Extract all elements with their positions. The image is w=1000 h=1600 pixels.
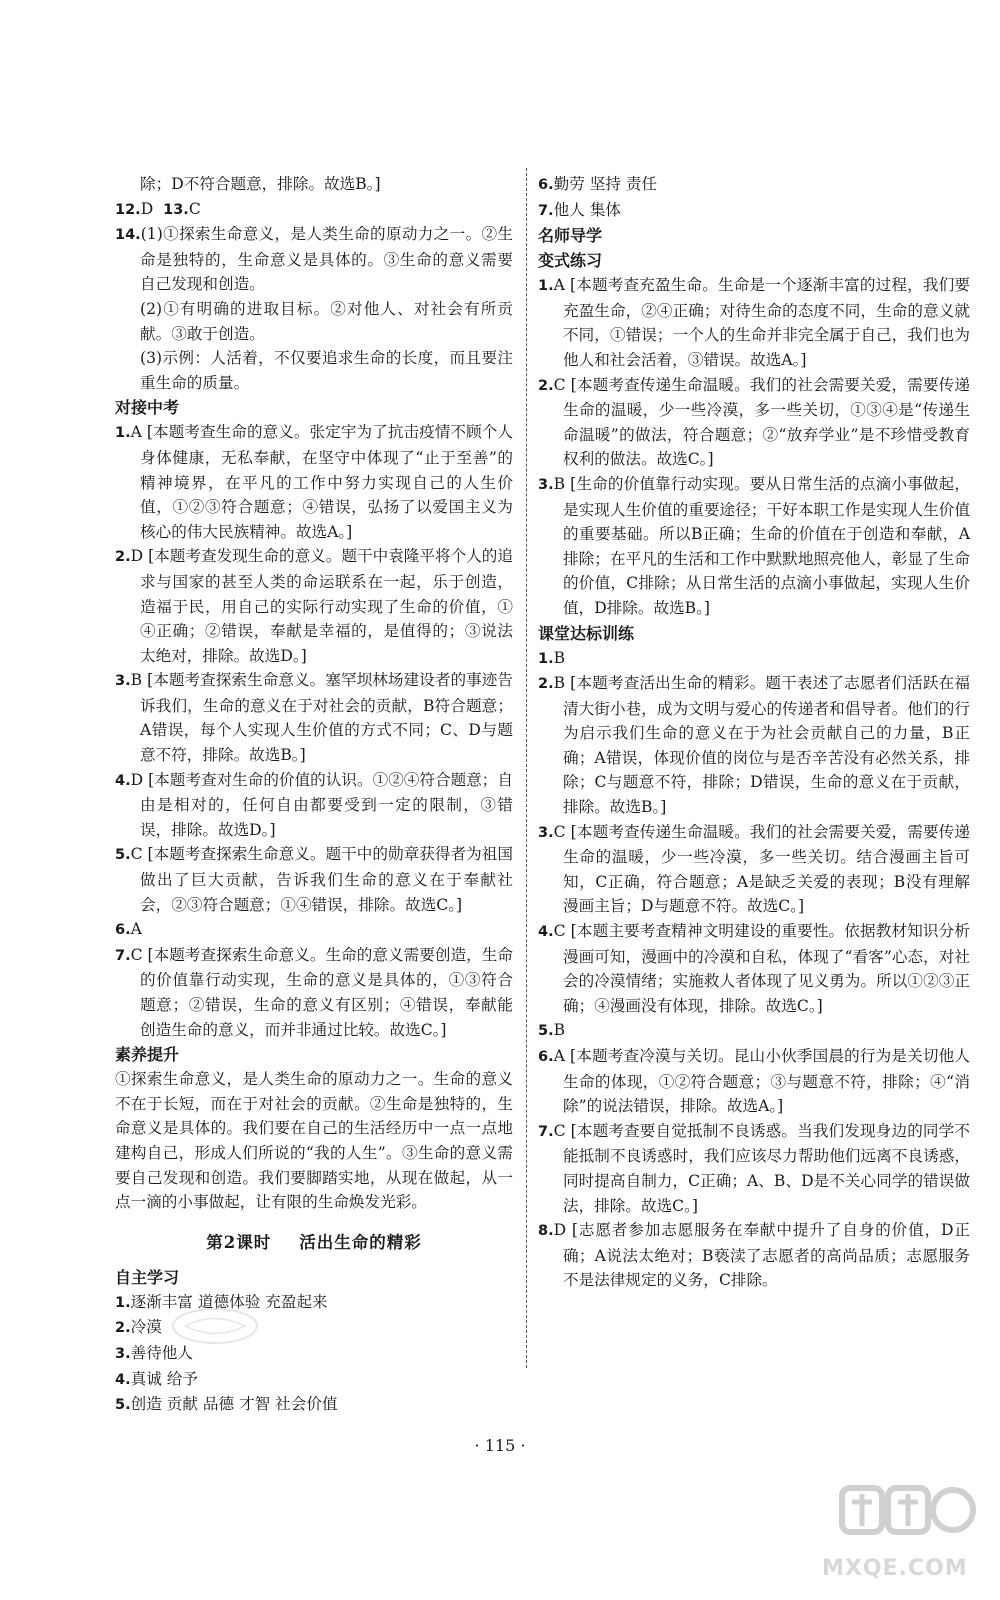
answer-text: D <box>140 199 154 218</box>
q-number: 12. <box>115 201 141 218</box>
answer-item <box>115 917 513 943</box>
answer-item <box>115 544 513 668</box>
q-number: 1. <box>538 650 554 667</box>
watermark-text: MXQE.COM <box>822 1556 968 1581</box>
answer-text: 真诚 给予 <box>130 1369 198 1388</box>
answer-item <box>115 1367 513 1393</box>
answer-text: A [本题考查生命的意义。张定宇为了抗击疫情不顾个人身体健康，无私奉献，在坚守中体现了“止于至善”的精神境界，在平凡的工作中努力实现自己的人生价值，①②③符合题意；④错误，弘扬了以爱国主义为核心的伟大民族精神。故选A。] <box>130 423 513 541</box>
q-number: 2. <box>538 676 554 693</box>
q-number: 1. <box>538 278 554 295</box>
answer-item <box>115 668 513 767</box>
section-heading-mingshi: 名师导学 <box>538 226 603 246</box>
answer-text: B [生命的价值靠行动实现。要从日常生活的点滴小事做起，是实现人生价值的重要途径；干好本职工作是实现人生价值的重要基础。所以B正确；生命的价值在于创造和奉献，A排除；在平凡的生活和工作中默默地照亮他人，彰显了生命的价值，C排除；从日常生活的点滴小事做起，实现人生价值，D排除。故选B。] <box>553 474 970 617</box>
answer-14-part1 <box>115 222 513 297</box>
answer-text: B [本题考查活出生命的精彩。题干表述了志愿者们活跃在福清大街小巷，成为文明与爱心的传递者和倡导者。他们的行为启示我们生命的意义在于为社会贡献自己的力量，B正确；A错误，体现价值的岗位与是否辛苦没有必然关系，排除；C与题意不符，排除；D错误，生命的意义在于贡献，排除。故选B。] <box>553 674 970 817</box>
answer-text: 勤劳 坚持 责任 <box>553 175 658 193</box>
q-number: 4. <box>115 772 131 789</box>
suyang-paragraph: ①探索生命意义，是人类生命的原动力之一。生命的意义不在于长短，而在于对社会的贡献。②生命是独特的，生命意义是具体的。我们要在自己的生活经历中一点一点地建构自己，形成人们所说的“我的人生”。③生命的意义需要自己发现和创造。我们要脚踏实地，从现在做起，从一点一滴的小事做起，让有限的生命焕发光彩。 <box>115 1070 513 1212</box>
answer-item <box>538 820 970 919</box>
answer-text: A [本题考查充盈生命。生命是一个逐渐丰富的过程，我们要充盈生命，②④正确；对待生命的态度不同，生命的意义就不同，①错误；一个人的生命并非完全属于自己，我们也为他人和社会活着，③错误。故选A。] <box>553 276 970 369</box>
answer-item <box>538 472 970 621</box>
answer-item <box>538 273 970 372</box>
q-number: 2. <box>538 377 554 394</box>
q-number: 6. <box>538 1049 554 1065</box>
answer-text: A <box>130 920 142 939</box>
answer-text: C [本题考查要自觉抵制不良诱惑。当我们发现身边的同学不能抵制不良诱惑时，我们应该尽力帮助他们远离不良诱惑，同时提高自制力，C正确；A、B、D是不关心同学的错误做法，排除。故选C。] <box>553 1121 970 1215</box>
answer-item <box>538 1044 970 1119</box>
q-number: 7. <box>115 947 131 964</box>
faint-stamp-icon <box>170 1306 260 1346</box>
section-heading-duijie: 对接中考 <box>115 398 180 418</box>
q-number: 7. <box>538 1123 554 1140</box>
q-number: 6. <box>115 922 131 939</box>
answer-text: 逐渐丰富 道德体验 充盈起来 <box>130 1292 328 1311</box>
q-number: 5. <box>538 1023 554 1040</box>
q-number: 4. <box>538 924 554 941</box>
q-number: 2. <box>115 1320 131 1337</box>
answer-text: D [本题考查对生命的价值的认识。①②④符合题意；自由是相对的，任何自由都要受到一定的限制，③错误，排除。故选D。] <box>130 770 513 839</box>
answer-text: D [志愿者参加志愿服务在奉献中提升了自身的价值，D正确；A说法太绝对；B亵渎了志愿者的高尚品质；志愿服务不是法律规定的义务，C排除。 <box>553 1221 970 1290</box>
q-number: 2. <box>115 549 131 566</box>
q-number: 3. <box>538 476 554 493</box>
answer-text: C [本题考查探索生命意义。生命的意义需要创造，生命的价值靠行动实现，生命的意义是具体的，①③符合题意；②错误，生命的意义有区别；④错误，奉献能创造生命的意义，而并非通过比较。故选C。] <box>130 945 513 1039</box>
answer-item <box>538 172 970 198</box>
right-column <box>538 172 970 1293</box>
answer-text: C [本题主要考查精神文明建设的重要性。依据教材知识分析漫画可知，漫画中的冷漠和自私，体现了“看客”心态，对社会的冷漠情绪；实施救人者体现了见义勇为。所以①②③正确；④漫画没有体现，排除。故选C。] <box>553 922 970 1015</box>
answer-item <box>115 420 513 544</box>
answer-text: 冷漠 <box>130 1318 162 1337</box>
answer-text: A [本题考查冷漠与关切。昆山小伙季国晨的行为是关切他人生命的体现，①②符合题意；③与题意不符，排除；④“消除”的说法错误，排除。故选A。] <box>553 1047 970 1116</box>
answer-item <box>115 842 513 917</box>
page-number: · 115 · <box>474 1436 526 1455</box>
answer-item <box>538 1119 970 1218</box>
answer-12-13 <box>115 197 513 223</box>
q-number: 3. <box>538 824 554 841</box>
section-heading-zizhu: 自主学习 <box>115 1267 180 1287</box>
column-divider <box>526 168 527 1368</box>
answer-item <box>538 671 970 820</box>
answer-item <box>538 198 970 224</box>
section-heading-bianshi: 变式练习 <box>538 251 603 271</box>
answer-text: B <box>553 648 566 667</box>
answer-text: B <box>553 1021 566 1040</box>
q-number: 7. <box>538 202 554 219</box>
answer-item <box>538 1018 970 1044</box>
answer-item <box>538 1218 970 1293</box>
answer-item <box>538 373 970 472</box>
answer-item <box>538 646 970 672</box>
answer-text: 创造 贡献 品德 才智 社会价值 <box>130 1395 338 1414</box>
q-number: 13. <box>163 201 189 218</box>
answer-item <box>115 1392 513 1418</box>
answer-text: C <box>188 199 201 218</box>
lesson-name: 活出生命的精彩 <box>299 1232 422 1252</box>
answer-text: C [本题考查探索生命意义。题干中的勋章获得者为祖国做出了巨大贡献，告诉我们生命的意义在于奉献社会，②③符合题意；①④错误，排除。故选C。] <box>130 845 513 914</box>
answer-text: 他人 集体 <box>553 200 621 219</box>
answer-text: C [本题考查传递生命温暖。我们的社会需要关爱，需要传递生命的温暖，少一些冷漠，多一些关切。结合漫画主旨可知，C正确，符合题意；A是缺乏关爱的表现；B没有理解漫画主旨；D与题意不符。故选C。] <box>553 822 970 916</box>
answer-text: B [本题考查探索生命意义。塞罕坝林场建设者的事迹告诉我们，生命的意义在于对社会的贡献，B符合题意；A错误，每个人实现人生价值的方式不同；C、D与题意不符，排除。故选B。] <box>130 671 513 765</box>
answer-item <box>115 768 513 843</box>
lesson-title <box>115 1229 513 1253</box>
q-number: 6. <box>538 177 554 193</box>
lesson-number: 第2课时 <box>206 1232 272 1252</box>
answer-text: C [本题考查传递生命温暖。我们的社会需要关爱，需要传递生命的温暖，少一些冷漠，多一些关切，①③④是“传递生命温暖”的做法，符合题意；②“放弃学业”是不珍惜受教育权利的做法。故选C。] <box>553 375 970 469</box>
answer-text: (1)①探索生命意义，是人类生命的原动力之一。②生命是独特的，生命意义是具体的。③生命的意义需要自己发现和创造。 <box>140 225 513 294</box>
q-number: 3. <box>115 673 131 690</box>
answer-14-part3: (3)示例：人活着，不仅要追求生命的长度，而且要注重生命的质量。 <box>140 349 513 392</box>
answer-text: D [本题考查发现生命的意义。题干中袁隆平将个人的追求与国家的甚至人类的命运联系在一起，乐于创造，造福于民，用自己的实际行动实现了生命的价值，①④正确；②错误，奉献是幸福的，是值得的；③说法太绝对，排除。故选D。] <box>130 547 513 665</box>
q-number: 14. <box>115 227 141 244</box>
q-number: 1. <box>115 425 131 442</box>
q-number: 1. <box>115 1294 131 1311</box>
answer-item <box>538 919 970 1018</box>
q-number: 3. <box>115 1345 131 1362</box>
section-heading-suyang: 素养提升 <box>115 1045 180 1065</box>
answer-item <box>115 943 513 1042</box>
q-number: 4. <box>115 1371 131 1388</box>
q-number: 8. <box>538 1223 554 1240</box>
q-number: 5. <box>115 1397 131 1414</box>
section-heading-ketang: 课堂达标训练 <box>538 623 635 643</box>
answer-text: 善待他人 <box>130 1343 193 1362</box>
watermark-logo-icon <box>838 1480 978 1540</box>
q-number: 5. <box>115 847 131 864</box>
answer-continuation: 除；D不符合题意，排除。故选B。] <box>140 175 381 193</box>
answer-14-part2: (2)①有明确的进取目标。②对他人、对社会有所贡献。③敢于创造。 <box>140 299 513 343</box>
left-column <box>115 172 513 1418</box>
